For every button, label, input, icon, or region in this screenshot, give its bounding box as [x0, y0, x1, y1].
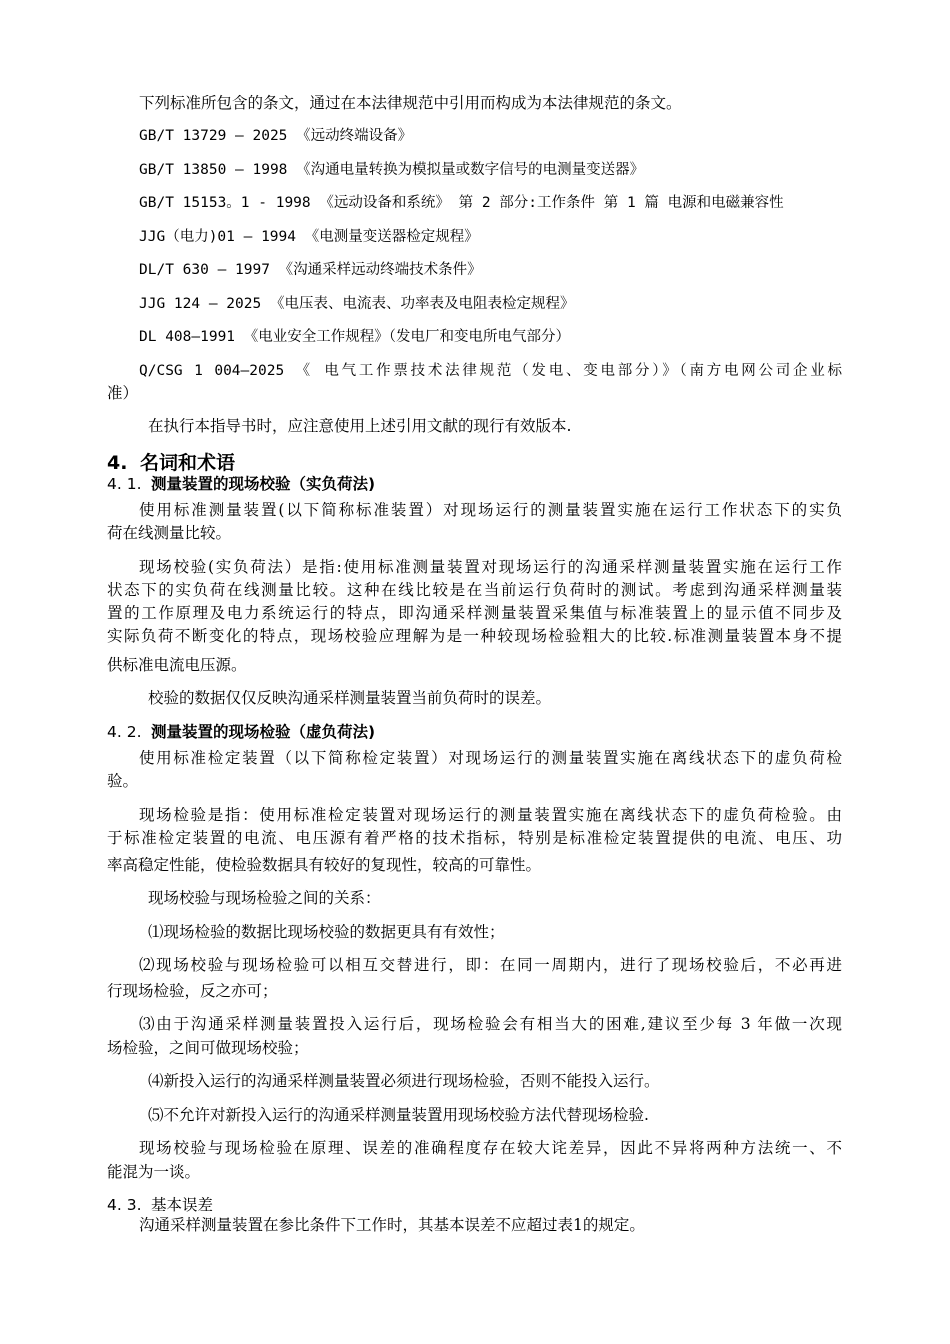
standard-ref-continuation: 准）	[107, 384, 139, 402]
note-paragraph: 在执行本指导书时，应注意使用上述引用文献的现行有效版本.	[148, 417, 572, 435]
intro-paragraph: 下列标准所包含的条文，通过在本法律规范中引用而构成为本法律规范的条文。	[139, 94, 682, 112]
paragraph-line: 荷在线测量比较。	[107, 524, 232, 542]
paragraph-line: 使用标准检定装置（以下简称检定装置）对现场运行的测量装置实施在离线状态下的虚负荷检	[139, 749, 842, 767]
paragraph-line: 置的工作原理及电力系统运行的特点，即沟通采样测量装置采集值与标准装置上的显示值不同步及	[107, 604, 842, 622]
section-heading-4-1: 4. 1. 测量装置的现场校验（实负荷法)	[107, 475, 376, 493]
section-heading-4: 4. 名词和术语	[107, 452, 236, 474]
paragraph-line: 供标准电流电压源。	[107, 656, 247, 674]
list-item-continuation: 行现场检验，反之亦可；	[107, 982, 278, 1000]
paragraph-line: 能混为一谈。	[107, 1163, 201, 1181]
list-item: ⑵现场校验与现场检验可以相互交替进行，即：在同一周期内，进行了现场校验后，不必再进	[139, 956, 842, 974]
list-item: ⑶由于沟通采样测量装置投入运行后，现场检验会有相当大的困难,建议至少每 3 年做一次现	[139, 1015, 842, 1033]
paragraph-line: 实际负荷不断变化的特点，现场校验应理解为是一种较现场检验粗大的比较.标准测量装置本身不提	[107, 627, 842, 645]
list-item: ⑴现场检验的数据比现场校验的数据更具有有效性；	[148, 923, 505, 941]
paragraph-line: 现场检验是指：使用标准检定装置对现场运行的测量装置实施在离线状态下的虚负荷检验。由	[139, 806, 842, 824]
paragraph-line: 校验的数据仅仅反映沟通采样测量装置当前负荷时的误差。	[148, 689, 552, 707]
standard-ref: JJG 124 — 2025 《电压表、电流表、功率表及电阻表检定规程》	[139, 296, 575, 312]
paragraph-line: 率高稳定性能，使检验数据具有较好的复现性，较高的可靠性。	[107, 856, 542, 874]
paragraph-line: 于标准检定装置的电流、电压源有着严格的技术指标，特别是标准检定装置提供的电流、电压、功	[107, 829, 842, 847]
section-heading-4-2: 4. 2. 测量装置的现场检验（虚负荷法)	[107, 723, 376, 741]
paragraph-line: 现场校验与现场检验在原理、误差的准确程度存在较大诧差异，因此不异将两种方法统一、不	[139, 1139, 842, 1157]
standard-ref: DL 408—1991 《电业安全工作规程》（发电厂和变电所电气部分）	[139, 329, 571, 345]
standard-ref: GB/T 15153。1 - 1998 《远动设备和系统》 第 2 部分:工作条件 第 1 篇 电源和电磁兼容性	[139, 195, 784, 211]
list-item: ⑷新投入运行的沟通采样测量装置必须进行现场检验，否则不能投入运行。	[148, 1072, 660, 1090]
paragraph-line: 验。	[107, 772, 139, 790]
paragraph-line: 状态下的实负荷在线测量比较。这种在线比较是在当前运行负荷时的测试。考虑到沟通采样测量装	[107, 581, 842, 599]
standard-ref: GB/T 13729 — 2025 《远动终端设备》	[139, 128, 413, 144]
standard-ref: Q/CSG 1 004—2025 《 电气工作票技术法律规范（发电、变电部分）》（南方电网公司企业标	[139, 363, 842, 379]
standard-ref: JJG（电力)01 — 1994 《电测量变送器检定规程》	[139, 229, 479, 245]
paragraph-line: 现场校验(实负荷法）是指:使用标准测量装置对现场运行的沟通采样测量装置实施在运行工作	[139, 558, 842, 576]
list-item-continuation: 场检验，之间可做现场校验；	[107, 1039, 309, 1057]
list-item: ⑸不允许对新投入运行的沟通采样测量装置用现场校验方法代替现场检验.	[148, 1106, 649, 1124]
paragraph-line: 现场校验与现场检验之间的关系：	[148, 889, 381, 907]
paragraph-line: 沟通采样测量装置在参比条件下工作时，其基本误差不应超过表1的规定。	[139, 1216, 645, 1234]
section-heading-4-3: 4. 3. 基本误差	[107, 1196, 214, 1214]
standard-ref: DL/T 630 – 1997 《沟通采样远动终端技术条件》	[139, 262, 482, 278]
standard-ref: GB/T 13850 — 1998 《沟通电量转换为模拟量或数字信号的电测量变送器》	[139, 162, 645, 178]
paragraph-line: 使用标准测量装置(以下简称标准装置）对现场运行的测量装置实施在运行工作状态下的实负	[139, 501, 842, 519]
